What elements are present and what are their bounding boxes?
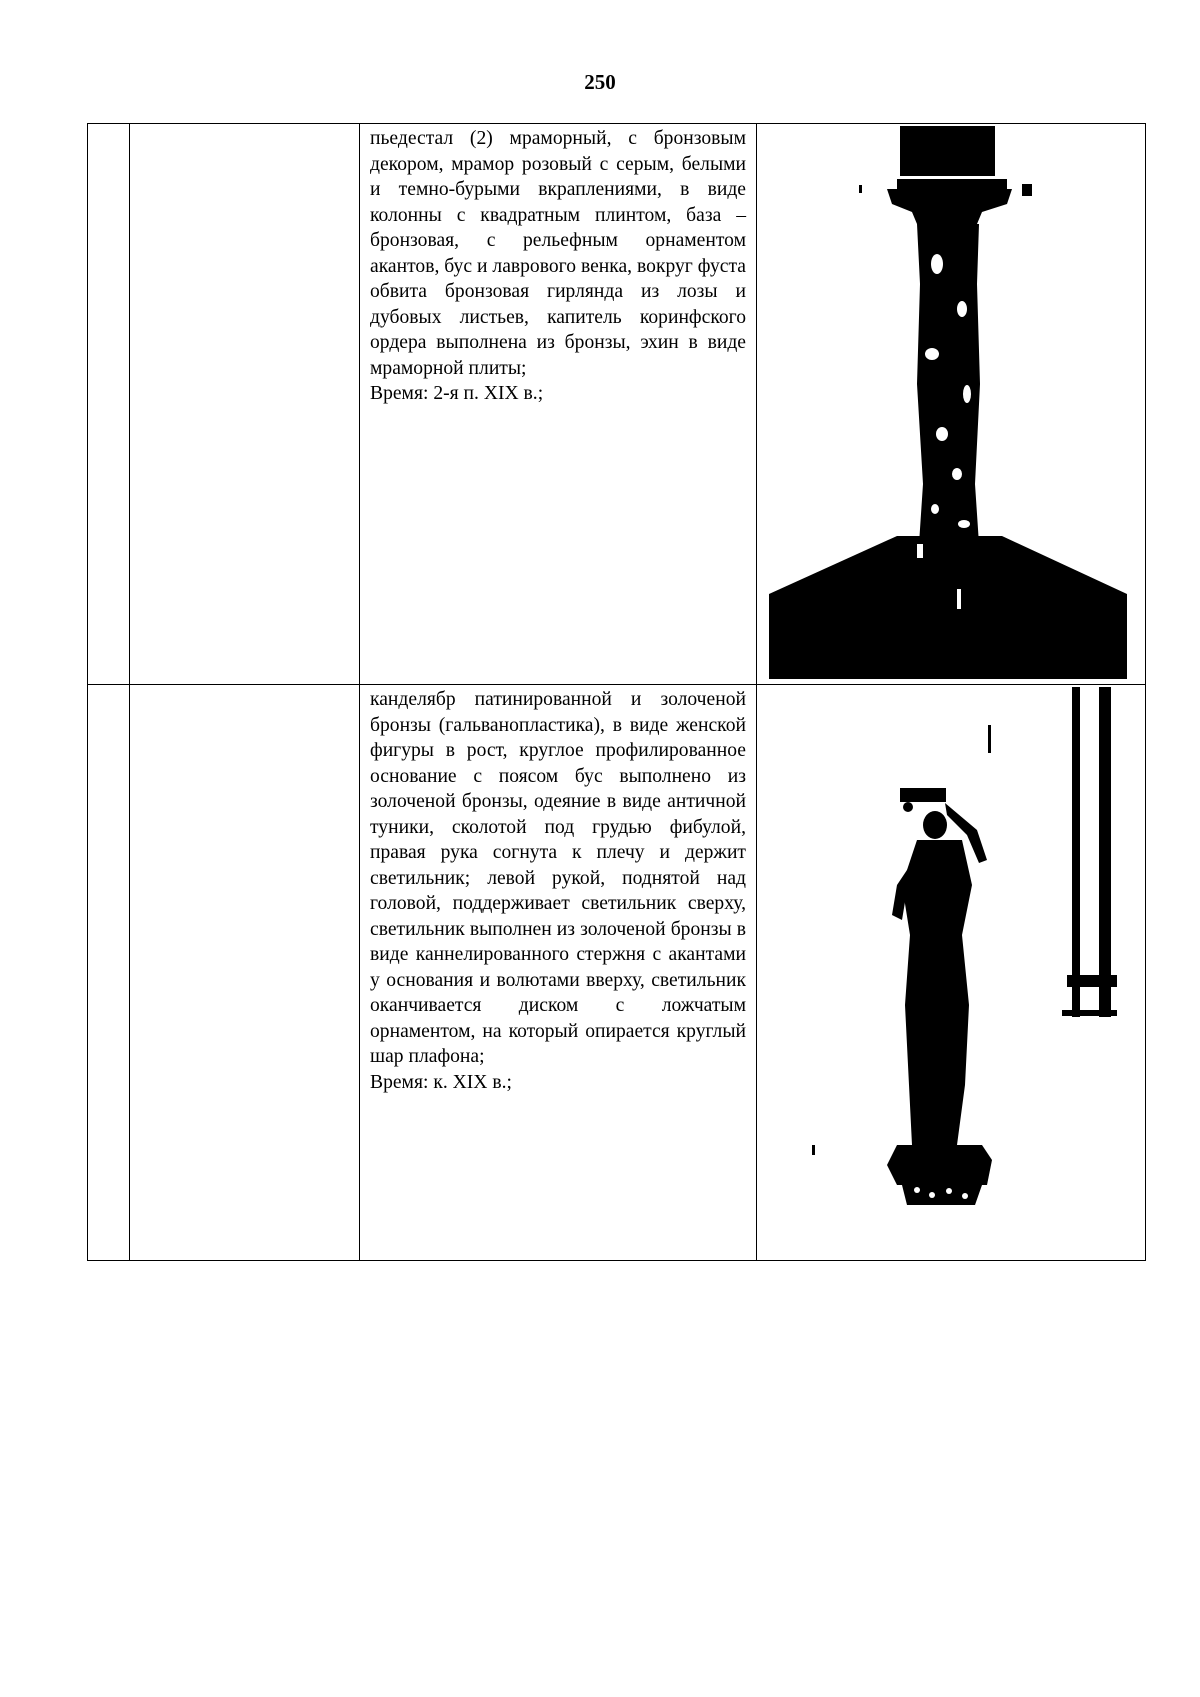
name-cell	[130, 685, 360, 1261]
table-row	[88, 124, 1146, 685]
item-time: Время: 2-я п. XIX в.;	[370, 383, 544, 404]
page-number: 250	[584, 70, 616, 94]
description-cell	[360, 124, 757, 685]
item-description: канделябр патинированной и золоченой бронзы (гальванопластика), в виде женской фигуры в рост, круглое профилированное основание с поясом бус выполнено из золоченой бронзы, одеяние в виде античной туники, сколотой под грудью фибулой, правая рука согнута к плечу и держит светильник; левой рукой, поднятой над головой, поддерживает светильник сверху, светильник выполнен из золоченой бронзы в виде каннелированного стержня с акантами у основания и волютами вверху, светильник оканчивается диском с ложчатым орнаментом, на который опирается круглый шар плафона;	[370, 689, 746, 1067]
item-time: Время: к. XIX в.;	[370, 1071, 512, 1093]
item-description: пьедестал (2) мраморный, с бронзовым декором, мрамор розовый с серым, белыми и темно-бурыми вкраплениями, в виде колонны с квадратным плинтом, база –бронзовая, с рельефным орнаментом акантов, бус и лаврового венка, вокруг фуста обвита бронзовая гирлянда из лозы и дубовых листьев, капитель коринфского ордера выполнена из бронзы, эхин в виде мраморной плиты;	[370, 128, 746, 379]
name-cell	[130, 124, 360, 685]
index-cell	[88, 124, 130, 685]
bronze-candelabrum-figure-photo	[757, 685, 1145, 1260]
description-cell	[360, 685, 757, 1261]
photo-cell	[757, 124, 1146, 685]
table-row	[88, 685, 1146, 1261]
photo-cell	[757, 685, 1146, 1261]
index-cell	[88, 685, 130, 1261]
marble-pedestal-column-photo	[757, 124, 1145, 684]
register-table	[87, 123, 1146, 1261]
